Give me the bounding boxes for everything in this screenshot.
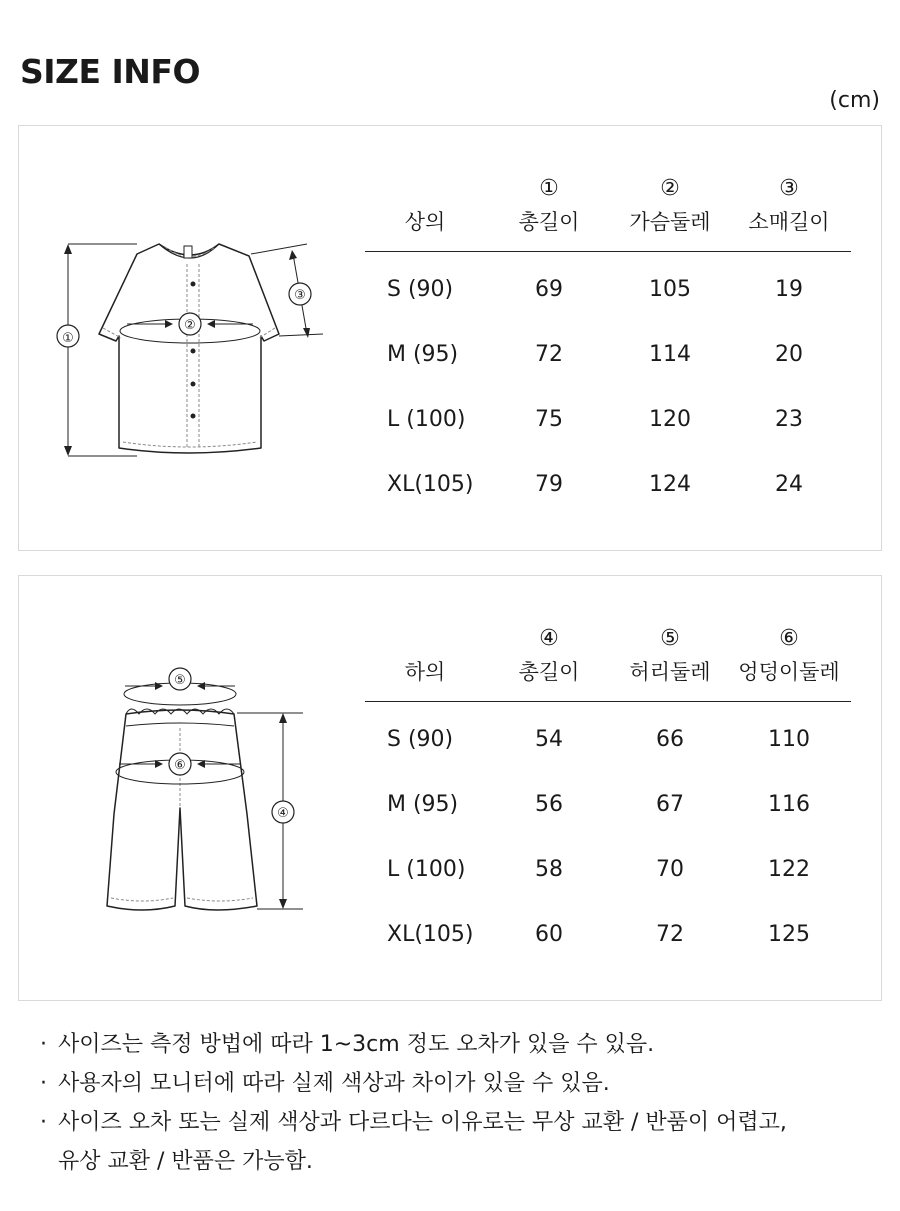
length-marker-label: ① [62,331,74,346]
size-cell: M (95) [387,792,459,817]
header-divider [365,251,851,252]
value-cell: 69 [535,277,563,302]
column-header-top: 상의 [404,210,446,234]
value-cell: 114 [649,342,691,367]
note-text: 사이즈 오차 또는 실제 색상과 다르다는 이유로는 무상 교환 / 반품이 어렵고, [58,1110,787,1135]
hip-marker: ⑥ [779,626,799,651]
size-cell: M (95) [387,342,459,367]
waist-marker-label: ⑤ [174,673,186,688]
value-cell: 58 [535,857,563,882]
shirt-illustration [19,126,359,550]
size-cell: S (90) [387,277,454,302]
shorts-illustration [19,576,359,1000]
bullet: · [40,1110,47,1135]
value-cell: 56 [535,792,563,817]
sleeve-marker: ③ [779,176,799,201]
note-item [40,1064,880,1103]
size-cell: L (100) [387,407,466,432]
value-cell: 122 [768,857,810,882]
bottom-size-panel [18,575,882,1001]
value-cell: 67 [656,792,684,817]
hip-marker-label: ⑥ [174,758,186,773]
value-cell: 72 [656,922,684,947]
size-cell: XL(105) [387,922,474,947]
column-header-waist: 허리둘레 [629,660,711,684]
pants-length-marker-label: ④ [277,806,289,821]
value-cell: 124 [649,472,691,497]
bullet: · [40,1071,47,1096]
note-item [40,1103,880,1142]
size-cell: L (100) [387,857,466,882]
value-cell: 110 [768,727,810,752]
page-title: SIZE INFO [20,52,200,91]
column-header-length: 총길이 [518,210,580,234]
size-cell: S (90) [387,727,454,752]
column-header-bottom: 하의 [404,660,446,684]
value-cell: 116 [768,792,810,817]
note-continuation: 유상 교환 / 반품은 가능함. [58,1149,313,1174]
value-cell: 79 [535,472,563,497]
note-text: 사이즈는 측정 방법에 따라 1~3cm 정도 오차가 있을 수 있음. [58,1032,655,1057]
value-cell: 66 [656,727,684,752]
notes-list [40,1025,880,1181]
top-size-table [365,126,851,550]
column-header-chest: 가슴둘레 [629,210,711,234]
note-text: 사용자의 모니터에 따라 실제 색상과 차이가 있을 수 있음. [58,1071,610,1096]
column-header-hip: 엉덩이둘레 [738,660,840,684]
bullet: · [40,1032,47,1057]
value-cell: 20 [775,342,803,367]
note-item [40,1025,880,1064]
length-marker: ① [539,176,559,201]
bottom-size-table [365,576,851,1000]
unit-label: (cm) [829,88,880,113]
value-cell: 54 [535,727,563,752]
header-divider [365,701,851,702]
top-size-panel [18,125,882,551]
pants-length-marker: ④ [539,626,559,651]
value-cell: 125 [768,922,810,947]
value-cell: 120 [649,407,691,432]
value-cell: 75 [535,407,563,432]
chest-marker: ② [660,176,680,201]
column-header-length: 총길이 [518,660,580,684]
value-cell: 23 [775,407,803,432]
sleeve-marker-label: ③ [294,288,306,303]
value-cell: 70 [656,857,684,882]
waist-marker: ⑤ [660,626,680,651]
value-cell: 72 [535,342,563,367]
chest-marker-label: ② [184,318,196,333]
column-header-sleeve: 소매길이 [748,210,830,234]
size-cell: XL(105) [387,472,474,497]
value-cell: 60 [535,922,563,947]
value-cell: 24 [775,472,803,497]
value-cell: 19 [775,277,803,302]
value-cell: 105 [649,277,691,302]
